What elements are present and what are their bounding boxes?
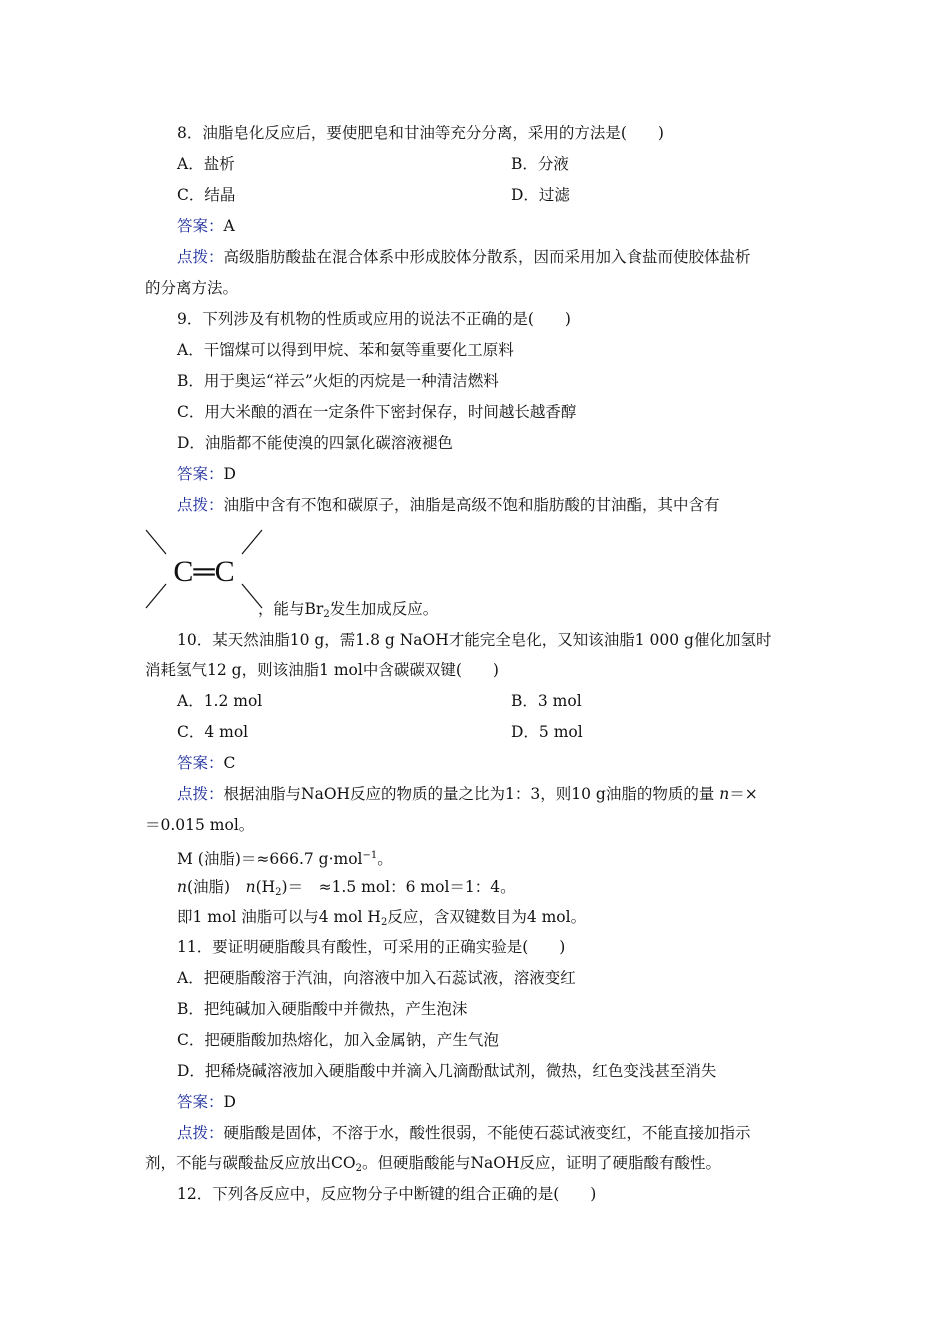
- q10-molar-mass: [177, 846, 393, 869]
- q9-option-b: B．用于奥运“祥云”火炬的丙烷是一种清洁燃料: [177, 372, 499, 390]
- q11-hint-cont-pre: 剂，不能与碳酸盐反应放出CO: [145, 1154, 356, 1172]
- double-bond-structure: [140, 526, 270, 614]
- q10-molar-mass-post: 。: [377, 850, 393, 868]
- q9-hint-cont-post: 发生加成反应。: [329, 600, 439, 618]
- q9-option-d: D．油脂都不能使溴的四氯化碳溶液褪色: [177, 434, 453, 452]
- q10-option-a: A．1.2 mol: [177, 692, 263, 710]
- q10-stem: 10．某天然油脂10 g，需1.8 g NaOH才能完全皂化，又知该油脂1 000 g催化加氢时: [177, 631, 772, 649]
- q11-option-a: A．把硬脂酸溶于汽油，向溶液中加入石蕊试液，溶液变红: [177, 969, 576, 987]
- q10-ratio-n2: n: [245, 878, 256, 896]
- q10-ratio-c: )＝ ≈1.5 mol：6 mol＝1：4。: [281, 878, 516, 896]
- q10-option-b: B．3 mol: [511, 692, 582, 710]
- q10-conclusion-pre: 即1 mol 油脂可以与4 mol H: [177, 908, 381, 926]
- q11-hint-cont: [145, 1153, 721, 1179]
- answer-label: 答案：: [177, 465, 224, 483]
- hint-label: 点拨：: [177, 1124, 224, 1142]
- q11-hint: [177, 1123, 751, 1143]
- q10-conclusion: [177, 907, 586, 933]
- q10-option-d: D．5 mol: [511, 723, 583, 741]
- answer-label: 答案：: [177, 1093, 224, 1111]
- q9-hint-cont-sub: 2: [323, 609, 330, 620]
- q10-ratio: [177, 877, 516, 903]
- q10-hint-cont: ＝0.015 mol。: [145, 816, 255, 834]
- q8-option-c: C．结晶: [177, 186, 236, 204]
- q9-hint-cont: [258, 599, 438, 625]
- q11-hint-text: 硬脂酸是固体，不溶于水，酸性很弱，不能使石蕊试液变红，不能直接加指示: [223, 1124, 751, 1142]
- q10-answer-value: C: [223, 754, 236, 772]
- q8-stem: 8．油脂皂化反应后，要使肥皂和甘油等充分分离，采用的方法是( ): [177, 124, 664, 142]
- q11-hint-cont-post: 。但硬脂酸能与NaOH反应，证明了硬脂酸有酸性。: [361, 1154, 721, 1172]
- q8-option-b: B．分液: [511, 155, 569, 173]
- q10-molar-mass-pre: M (油脂)＝≈666.7 g·mol: [177, 850, 363, 868]
- q8-answer-value: A: [223, 217, 235, 235]
- q11-stem: 11．要证明硬脂酸具有酸性，可采用的正确实验是( ): [177, 938, 566, 956]
- q10-conclusion-sub: 2: [380, 917, 388, 928]
- q9-stem: 9．下列涉及有机物的性质或应用的说法不正确的是( ): [177, 310, 571, 328]
- q10-conclusion-post: 反应，含双键数目为4 mol。: [387, 908, 587, 926]
- q10-hint-post: ＝×: [729, 785, 758, 803]
- q10-hint: [177, 784, 758, 804]
- hint-label: 点拨：: [177, 248, 224, 266]
- q11-hint-cont-sub: 2: [355, 1163, 362, 1174]
- q9-option-c: C．用大米酿的酒在一定条件下密封保存，时间越长越香醇: [177, 403, 577, 421]
- q11-option-d: D．把稀烧碱溶液加入硬脂酸中并滴入几滴酚酞试剂，微热，红色变浅甚至消失: [177, 1062, 717, 1080]
- q11-option-c: C．把硬脂酸加热熔化，加入金属钠，产生气泡: [177, 1031, 499, 1049]
- q10-ratio-b: (H: [255, 878, 276, 896]
- q12-stem: 12．下列各反应中，反应物分子中断键的组合正确的是( ): [177, 1185, 597, 1203]
- q9-hint-cont-pre: ，能与Br: [258, 600, 324, 618]
- q9-answer-value: D: [223, 465, 236, 483]
- q8-hint-cont: 的分离方法。: [145, 279, 239, 297]
- q8-hint-text: 高级脂肪酸盐在混合体系中形成胶体分散系，因而采用加入食盐而使胶体盐析: [223, 248, 751, 266]
- q11-answer-value: D: [223, 1093, 236, 1111]
- q10-ratio-n1: n: [177, 878, 187, 896]
- q9-hint: [177, 495, 720, 515]
- q8-answer: [177, 216, 235, 236]
- q10-molar-mass-sup: −1: [362, 850, 378, 861]
- answer-label: 答案：: [177, 754, 224, 772]
- q9-hint-text: 油脂中含有不饱和碳原子，油脂是高级不饱和脂肪酸的甘油酯，其中含有: [223, 496, 720, 514]
- q10-answer: [177, 753, 235, 773]
- answer-label: 答案：: [177, 217, 224, 235]
- q9-answer: [177, 464, 236, 484]
- hint-label: 点拨：: [177, 496, 224, 514]
- q10-option-c: C．4 mol: [177, 723, 249, 741]
- q8-hint: [177, 247, 751, 267]
- q8-option-a: A．盐析: [177, 155, 235, 173]
- q10-hint-pre: 根据油脂与NaOH反应的物质的量之比为1：3，则10 g油脂的物质的量: [223, 785, 720, 803]
- q10-ratio-a: (油脂): [186, 878, 246, 896]
- q10-hint-n: n: [719, 785, 730, 803]
- q8-option-d: D．过滤: [511, 186, 570, 204]
- q11-answer: [177, 1092, 236, 1112]
- q10-ratio-sub: 2: [275, 887, 282, 898]
- q9-option-a: A．干馏煤可以得到甲烷、苯和氨等重要化工原料: [177, 341, 514, 359]
- q11-option-b: B．把纯碱加入硬脂酸中并微热，产生泡沫: [177, 1000, 468, 1018]
- q10-stem-cont: 消耗氢气12 g，则该油脂1 mol中含碳碳双键( ): [145, 661, 499, 679]
- hint-label: 点拨：: [177, 785, 224, 803]
- double-bond-label: C═C: [173, 555, 235, 588]
